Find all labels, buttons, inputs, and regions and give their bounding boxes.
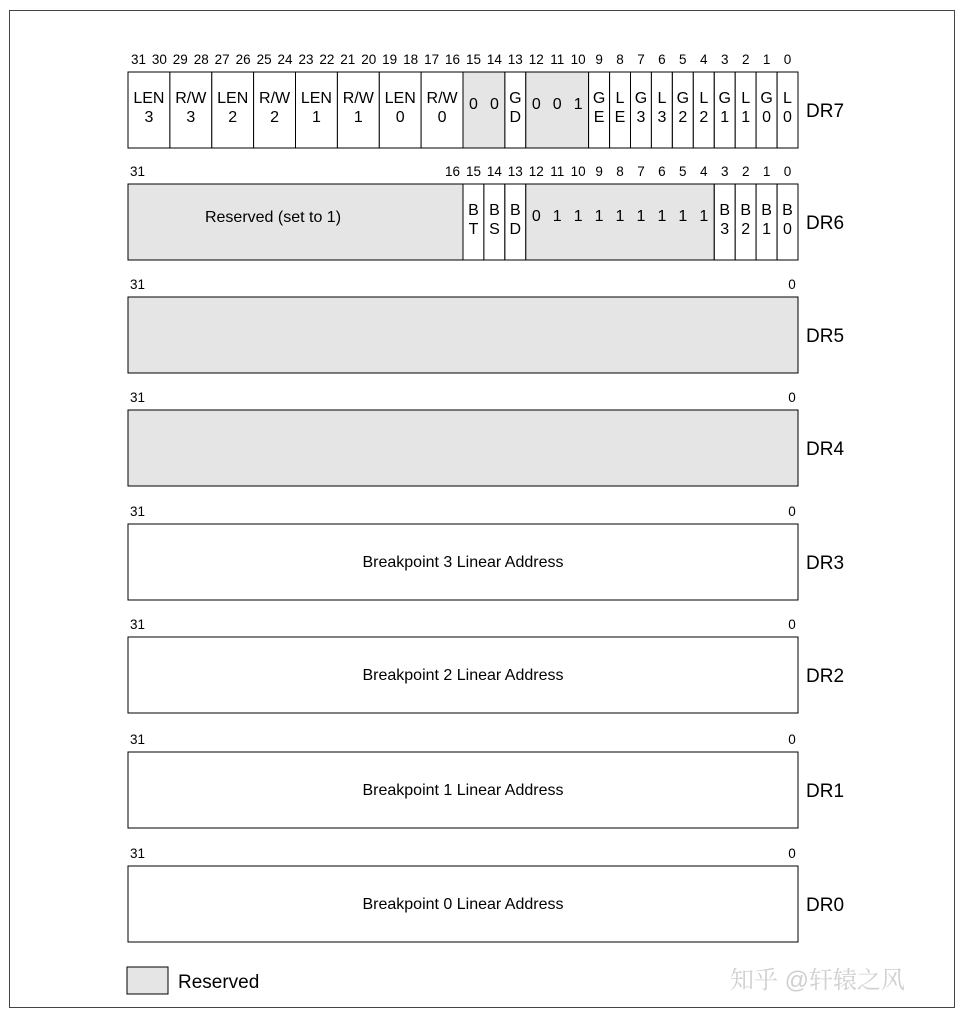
field-label: B 2 <box>740 202 752 238</box>
bit-number-label: 0 <box>783 52 792 67</box>
bit-number-label: 12 <box>528 164 544 179</box>
register-name: DR2 <box>806 666 845 687</box>
bit-number-label: 31 <box>130 52 147 67</box>
fixed-bit-value: 0 <box>531 208 541 225</box>
bit-number-label: 24 <box>277 52 293 67</box>
bit-number-label: 7 <box>637 164 645 179</box>
register-rows <box>128 52 844 942</box>
fixed-bit-value: 1 <box>573 96 583 113</box>
bit-number-label: 8 <box>616 52 624 67</box>
fixed-bit-value: 1 <box>636 208 646 225</box>
bit-number-label: 10 <box>570 52 586 67</box>
bit-number-label: 31 <box>130 390 146 405</box>
register-name: DR7 <box>806 101 845 122</box>
field-label: LEN 2 <box>217 90 249 126</box>
bit-number-label: 0 <box>788 277 796 292</box>
fixed-bit-value: 0 <box>469 96 478 113</box>
fixed-bit-value: 1 <box>594 208 604 225</box>
fixed-bit-value: 0 <box>489 96 499 113</box>
field-label: B D <box>509 202 522 238</box>
bit-number-label: 19 <box>382 52 398 67</box>
bit-number-label: 0 <box>783 164 792 179</box>
field-label: G 0 <box>760 90 773 126</box>
field-label: LEN 0 <box>384 90 416 126</box>
bit-number-label: 14 <box>486 164 502 179</box>
field-label: L E <box>614 90 626 126</box>
bit-number-label: 9 <box>595 52 603 67</box>
register-name: DR3 <box>806 553 845 574</box>
bit-number-label: 30 <box>151 52 167 67</box>
field-label: L 0 <box>783 90 792 126</box>
bit-number-label: 9 <box>595 164 603 179</box>
bit-number-label: 31 <box>130 732 146 747</box>
bit-number-label: 31 <box>130 277 146 292</box>
bit-number-label: 14 <box>486 52 502 67</box>
field-label: L 1 <box>741 90 751 126</box>
field-description: Breakpoint 2 Linear Address <box>362 667 564 684</box>
bit-number-label: 0 <box>788 732 796 747</box>
bit-number-label: 0 <box>788 504 796 519</box>
bit-number-label: 1 <box>762 164 771 179</box>
field-label: B S <box>489 202 500 238</box>
field-label: LEN 3 <box>133 90 165 126</box>
bit-number-label: 22 <box>319 52 335 67</box>
fixed-bit-value: 1 <box>678 208 688 225</box>
bit-number-label: 13 <box>507 164 523 179</box>
fixed-bit-value: 0 <box>531 96 541 113</box>
reserved-field <box>128 297 798 373</box>
bit-number-label: 3 <box>720 164 729 179</box>
legend <box>127 967 259 994</box>
fixed-bit-value: 0 <box>552 96 562 113</box>
field-label: R/W 3 <box>175 90 207 126</box>
bit-number-label: 2 <box>741 52 750 67</box>
field-label: L 3 <box>657 90 667 126</box>
bit-number-label: 31 <box>130 504 146 519</box>
bit-number-label: 23 <box>298 52 314 67</box>
bit-number-label: 20 <box>361 52 377 67</box>
bit-number-label: 4 <box>700 52 708 67</box>
register-dr0 <box>128 846 844 942</box>
bit-number-label: 31 <box>130 617 146 632</box>
fixed-bit-value: 1 <box>615 208 625 225</box>
register-dr6 <box>128 164 844 260</box>
legend-reserved-label: Reserved <box>178 972 260 993</box>
bit-number-label: 28 <box>193 52 209 67</box>
register-name: DR6 <box>806 213 845 234</box>
bit-number-label: 27 <box>214 52 230 67</box>
register-dr4 <box>128 390 844 486</box>
bit-number-label: 5 <box>679 164 687 179</box>
bit-number-label: 25 <box>256 52 272 67</box>
bit-number-label: 26 <box>235 52 251 67</box>
bit-number-label: 11 <box>550 164 565 179</box>
bit-number-label: 0 <box>788 617 796 632</box>
bit-number-label: 13 <box>507 52 523 67</box>
bit-number-label: 21 <box>340 52 356 67</box>
bit-number-label: 18 <box>403 52 419 67</box>
watermark: 知乎 @轩辕之风 <box>730 967 906 994</box>
bit-number-label: 6 <box>658 164 666 179</box>
field-label: L 2 <box>699 90 709 126</box>
field-label: G D <box>509 90 522 126</box>
bit-number-label: 16 <box>444 52 461 67</box>
bit-number-label: 0 <box>788 390 796 405</box>
bit-number-label: 29 <box>172 52 188 67</box>
bit-number-label: 0 <box>788 846 796 861</box>
field-description: Reserved (set to 1) <box>204 209 342 226</box>
field-label: G E <box>592 90 606 126</box>
bit-number-label: 7 <box>637 52 645 67</box>
bit-number-label: 6 <box>658 52 666 67</box>
bit-number-label: 4 <box>700 164 708 179</box>
fixed-bit-value: 1 <box>699 208 709 225</box>
field-label: R/W 0 <box>426 90 458 126</box>
field-label: LEN 1 <box>300 90 332 126</box>
fixed-bit-value: 1 <box>573 208 583 225</box>
bit-number-label: 17 <box>424 52 440 67</box>
field-label: B 3 <box>719 202 731 238</box>
register-dr2 <box>128 617 844 713</box>
bit-number-label: 31 <box>130 846 146 861</box>
field-label: R/W 2 <box>259 90 291 126</box>
register-dr3 <box>128 504 844 600</box>
bit-number-label: 8 <box>616 164 624 179</box>
register-dr1 <box>128 732 844 828</box>
field-label: B T <box>468 202 479 238</box>
bit-number-label: 12 <box>528 52 544 67</box>
field-label: G 3 <box>634 90 648 126</box>
bit-number-label: 31 <box>130 164 146 179</box>
legend-reserved-swatch <box>127 967 168 994</box>
bit-number-label: 11 <box>550 52 565 67</box>
register-dr7 <box>128 52 844 148</box>
register-name: DR5 <box>806 326 845 347</box>
field-description: Breakpoint 1 Linear Address <box>362 782 564 799</box>
bit-number-label: 16 <box>444 164 461 179</box>
bit-number-label: 2 <box>741 164 750 179</box>
register-name: DR4 <box>806 439 845 460</box>
bit-number-label: 15 <box>465 164 482 179</box>
field-label: B 1 <box>761 202 772 238</box>
field-description: Breakpoint 0 Linear Address <box>362 896 564 913</box>
bit-number-label: 15 <box>465 52 482 67</box>
bit-number-label: 10 <box>570 164 586 179</box>
register-dr5 <box>128 277 844 373</box>
reserved-field <box>128 410 798 486</box>
register-name: DR1 <box>806 781 845 802</box>
bit-number-label: 5 <box>679 52 687 67</box>
field-label: G 2 <box>676 90 690 126</box>
register-name: DR0 <box>806 895 845 916</box>
field-label: G 1 <box>718 90 731 126</box>
bit-number-label: 3 <box>720 52 729 67</box>
fixed-bit-value: 1 <box>657 208 667 225</box>
field-label: B 0 <box>782 202 793 238</box>
field-label: R/W 1 <box>342 90 374 126</box>
bit-number-label: 1 <box>762 52 771 67</box>
field-description: Breakpoint 3 Linear Address <box>362 554 564 571</box>
fixed-bit-value: 1 <box>552 208 562 225</box>
